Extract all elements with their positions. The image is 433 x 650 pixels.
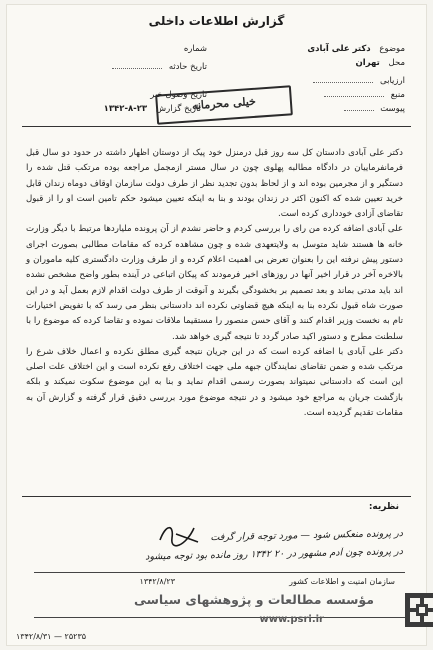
- paper-sheet: [6, 4, 427, 646]
- location-label: محل: [388, 58, 405, 68]
- handwritten-note-1: در پرونده منعکس شود — مورد توجه قرار گرفت: [210, 528, 404, 544]
- attachments-label: پیوست: [380, 104, 405, 114]
- evaluation-label: ارزیابی: [380, 76, 405, 86]
- source-field: [324, 90, 405, 100]
- institute-url[interactable]: www.psri.ir: [259, 614, 324, 625]
- report-body: [26, 146, 403, 421]
- footer-org: سازمان امنیت و اطلاعات کشور: [289, 577, 395, 586]
- body-divider: [22, 496, 411, 497]
- subject-field: [307, 44, 405, 54]
- location-value: تهران: [355, 58, 380, 68]
- body-paragraph-1: دکتر علی آبادی دادستان کل سه روز قبل درمنزل خود پیک از دوستان اظهار داشته در حدود دو سال قبل فرمانفرماییان در دادگاه مطالبه پهلوی چون در سال مستر ازمجمل مراجعه بوده مرتکب قتل شده را دستگیر و از مجرمین بوده اند و از لحاظ بدون تجدید نظر از طرف دولت سازمان اوقاف دوماه زندان قابل خرید تعیین شده که اکنون اکثر در زندان بودند و بنا به اینکه تعیین میشود حکم تامین است او را از قبول تقاضای آزادی خودداری کرده است.: [26, 148, 403, 220]
- evaluation-field: [313, 76, 405, 86]
- source-label: منبع: [390, 90, 405, 100]
- institute-logo-icon: [404, 592, 433, 628]
- number-label: شماره: [183, 44, 207, 54]
- number-field: [184, 44, 207, 54]
- subject-label: موضوع: [379, 44, 405, 54]
- institute-name: مؤسسه مطالعات و پژوهشهای سیاسی: [133, 592, 374, 607]
- header-divider: [22, 126, 411, 127]
- opinion-label: نظریه:: [368, 502, 399, 512]
- footer-date: ۱۳۴۲/۸/۲۳: [139, 577, 175, 586]
- location-field: [356, 58, 405, 68]
- handwritten-note-2: در پرونده چون آدم مشهور در ۲۰ ۱۳۴۲ روز مانده بود توجه میشود: [145, 546, 404, 563]
- archive-code: ۱۳۴۲/۸/۳۱ — ۲۵۲۳۵: [16, 632, 87, 641]
- watermark: [12, 592, 420, 636]
- event-date-field: [112, 62, 207, 72]
- report-date-label: تاریخ وصول خبر: [150, 90, 207, 100]
- subject-value: دکتر علی آبادی: [307, 44, 371, 54]
- body-paragraph-2: علی آبادی اضافه کرده من رای را بررسی کردم و حاضر نشدم از آن پرونده ملیاردها مرتبط با دیگر وزارت خانه ها هستند شاید متوسل به ولایتعهدی شده و چون مشاهده کرده که مقامات مطالبی بصورت اجرای دستور پیش نرفته این را بعنوان تعرض بی اهمیت اعلام کرده و از طرف وزارت دادگستری کلیه ماموران و بالاخره آخر در قرار اخیر آنها در روزهای اخیر فرمودند که پیکان اتباعی در آینده بطور واضح مشخص نشده اند باید مدتی بماند و بعد تصمیم بر بخشودگی بگیرند و آنوقت از طرف دولت اقدام لازم بعمل آید و در این صورت شاه قبول نکرده بنا به اینکه هیچ قضاوتی نکرده اند دادستانی بنظر می رسد که با تفویض اختیارات تام به نخست وزیر اقدام کنند و آقای حسن منصور را مستقیما ملاقات نموده و تقاضا کرده که موضوع را با سلطنت مطرح و دستور اکید صادر گردد تا نتیجه گیری خواهد شد.: [26, 224, 403, 342]
- body-paragraph-3: دکتر علی آبادی با اضافه کرده است که در این جریان نتیجه گیری مطلق نکرده و اعمال خلاف شرع را مرتکب شده و ضمن تقاضای نمایندگان جبهه ملی جهت اختلاف رفع نکرده است و این اختلاف علت اصلی این است که دادستانی نمیتواند بصورت رسمی اقدام نماید و بنا به این موضوع سکوت نمیکند و بلکه بازگشت جریان به مراجع خود میشود و در نتیجه موضوع مورد بررسی دقیق قرار گرفته و گزارش آن به مقامات تقدیم گردیده است.: [26, 346, 403, 419]
- submit-date-label: تاریخ گزارش: [155, 104, 201, 114]
- attachments-field: [344, 104, 406, 114]
- confidential-stamp: خیلی محرمانه: [155, 85, 293, 124]
- event-date-label: تاریخ حادثه: [168, 62, 207, 72]
- document-title: گزارش اطلاعات داخلی: [148, 14, 285, 28]
- report-date-value: ۲۳-۸-۱۳۴۲: [103, 104, 148, 114]
